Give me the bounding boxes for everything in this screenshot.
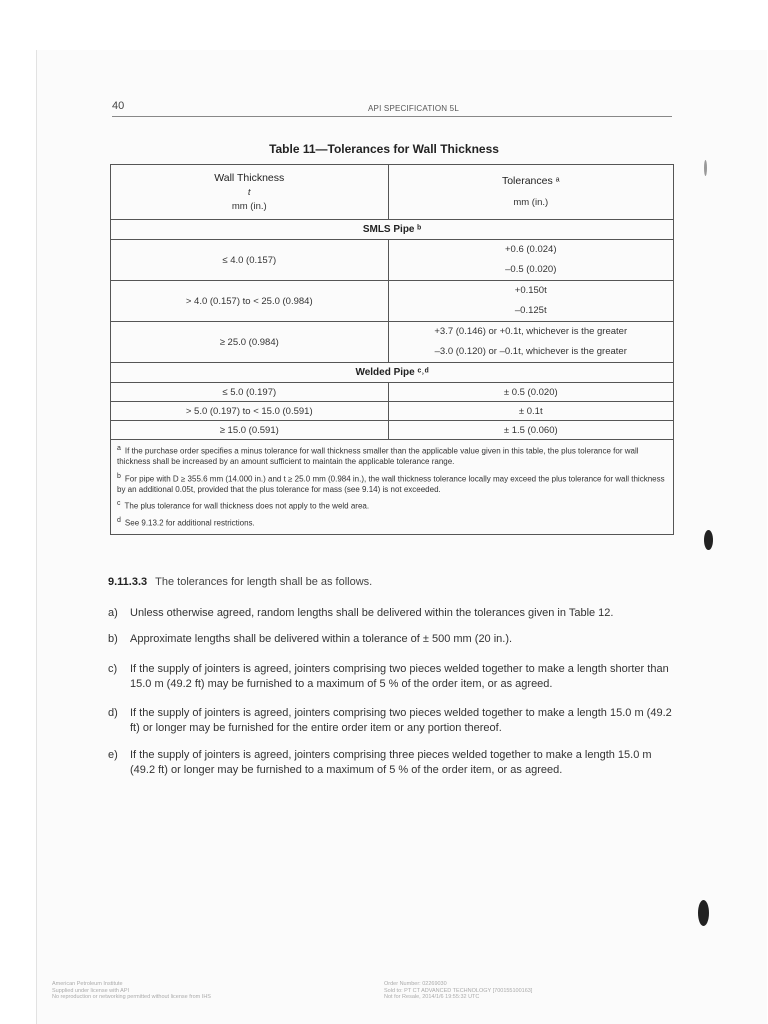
thickness-cell: > 5.0 (0.197) to < 15.0 (0.591) (111, 402, 389, 421)
table-note (117, 472, 667, 496)
table-row (111, 281, 674, 322)
list-item (108, 662, 674, 692)
thickness-cell: > 4.0 (0.157) to < 25.0 (0.984) (111, 281, 389, 322)
thickness-cell: ≤ 4.0 (0.157) (111, 240, 389, 281)
list-item-label: c) (108, 663, 118, 675)
header-tolerance-units: mm (in.) (513, 197, 549, 208)
footer-right (384, 981, 532, 1001)
tolerance-cell (388, 240, 674, 281)
running-head: API SPECIFICATION 5L (368, 104, 459, 113)
thickness-cell: ≥ 25.0 (0.984) (111, 322, 389, 363)
section-number: 9.11.3.3 (108, 576, 148, 588)
section-heading (108, 576, 372, 588)
table-row (111, 383, 674, 402)
table-row (111, 402, 674, 421)
thickness-cell: ≤ 5.0 (0.197) (111, 383, 389, 402)
list-item-label: a) (108, 607, 118, 619)
minus-tolerance: –3.0 (0.120) or –0.1t, whichever is the greater (434, 346, 627, 357)
note-mark: d (117, 517, 121, 525)
footer-line: Supplied under license with API (52, 987, 130, 994)
header-wall-thickness (111, 165, 389, 220)
welded-label: Welded Pipe ᶜ˒ᵈ (111, 363, 674, 383)
table-notes-row (111, 440, 674, 535)
note-mark: c (117, 500, 121, 508)
list-item (108, 606, 674, 621)
list-item-text: If the supply of jointers is agreed, jointers comprising two pieces welded together to make a length shorter than 15.0 m (49.2 ft) may be furnished to a maximum of 5 % of the order item, or as agreed. (130, 663, 669, 690)
list-item-label: b) (108, 633, 118, 645)
table-notes (111, 440, 674, 535)
table-note (117, 499, 667, 512)
header-wall-thickness-label: Wall Thickness (214, 171, 285, 184)
punch-hole-mark (704, 530, 713, 550)
tolerance-cell (388, 281, 674, 322)
header-units: mm (in.) (231, 200, 267, 212)
minus-tolerance: –0.125t (514, 305, 547, 316)
plus-tolerance: +3.7 (0.146) or +0.1t, whichever is the greater (434, 326, 628, 337)
list-item-label: e) (108, 749, 118, 761)
punch-hole-mark (698, 900, 709, 926)
welded-section-row (111, 363, 674, 383)
list-item-text: Approximate lengths shall be delivered within a tolerance of ± 500 mm (20 in.). (130, 633, 513, 645)
table-note (117, 516, 667, 529)
list-item-text: If the supply of jointers is agreed, jointers comprising three pieces welded together to make a length 15.0 m (49.2 ft) or longer may be furnished to a maximum of 5 % of the order item, or as agreed. (130, 749, 652, 776)
plus-tolerance: +0.150t (514, 285, 547, 296)
scan-smudge (704, 160, 707, 176)
note-text: For pipe with D ≥ 355.6 mm (14.000 in.) and t ≥ 25.0 mm (0.984 in.), the wall thickness tolerance locally may exceed the plus tolerance for wall thickness by an additional 0.05t, provided that the plus tolerance for mass (see 9.14) is not exceeded. (117, 474, 665, 494)
table-row (111, 421, 674, 440)
page-number: 40 (112, 100, 125, 112)
tolerance-cell: ± 0.5 (0.020) (388, 383, 674, 402)
footer-left (52, 981, 211, 1001)
footer-line: Sold to: PT CT ADVANCED TECHNOLOGY [700155100163] (384, 987, 533, 994)
tolerance-cell: ± 1.5 (0.060) (388, 421, 674, 440)
note-text: See 9.13.2 for additional restrictions. (124, 519, 255, 529)
table-note (117, 444, 667, 468)
list-item (108, 632, 674, 647)
list-item-label: d) (108, 707, 118, 719)
header-rule (112, 116, 672, 117)
section-intro: The tolerances for length shall be as follows. (155, 576, 373, 588)
thickness-cell: ≥ 15.0 (0.591) (111, 421, 389, 440)
plus-tolerance: +0.6 (0.024) (505, 244, 557, 255)
table-row (111, 322, 674, 363)
minus-tolerance: –0.5 (0.020) (505, 264, 557, 275)
footer-line: Not for Resale, 2014/1/6 19:55:32 UTC (384, 994, 480, 1000)
note-text: The plus tolerance for wall thickness does not apply to the weld area. (124, 501, 370, 511)
page-header (112, 100, 672, 116)
tolerance-cell: ± 0.1t (388, 402, 674, 421)
note-mark: a (117, 445, 121, 452)
header-symbol-t: t (247, 186, 251, 198)
list-item (108, 706, 674, 736)
table-title: Table 11—Tolerances for Wall Thickness (269, 142, 499, 156)
smls-section-row (111, 220, 674, 240)
header-tolerances-label: Tolerances ᵃ (501, 175, 560, 187)
tolerance-table (110, 164, 674, 535)
footer-line: No reproduction or networking permitted without license from IHS (52, 994, 211, 1000)
note-mark: b (117, 472, 121, 480)
smls-label: SMLS Pipe ᵇ (111, 220, 674, 240)
table-row (111, 240, 674, 281)
table-header-row (111, 165, 674, 220)
note-text: If the purchase order specifies a minus tolerance for wall thickness smaller than the applicable value given in this table, the plus tolerance for wall thickness shall be increased by an amount sufficient to maintain the applicable tolerance range. (117, 446, 639, 467)
footer-line: American Petroleum Institute (52, 981, 123, 987)
tolerance-cell (388, 322, 674, 363)
header-tolerances (388, 165, 674, 220)
list-item-text: If the supply of jointers is agreed, jointers comprising two pieces welded together to make a length 15.0 m (49.2 ft) or longer may be furnished for the entire order item or any portion thereof. (130, 707, 672, 734)
list-item-text: Unless otherwise agreed, random lengths shall be delivered within the tolerances given in Table 12. (130, 607, 614, 619)
list-item (108, 748, 674, 778)
footer-line: Order Number: 02269030 (384, 981, 447, 987)
